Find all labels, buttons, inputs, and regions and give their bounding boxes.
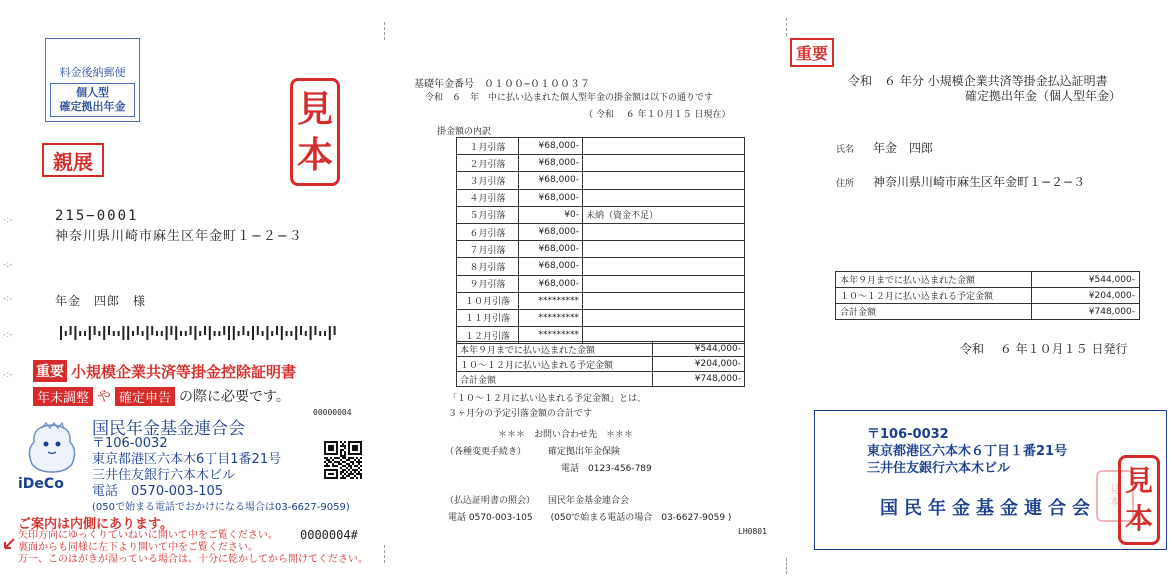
month-note xyxy=(583,138,745,155)
org-address: 東京都港区六本木6丁目1番21号 xyxy=(92,452,282,467)
tracking-code: 0000004# xyxy=(300,528,358,542)
middle-totals-table xyxy=(456,341,745,387)
month-label: ２月引落 xyxy=(457,155,519,172)
recipient-name: 年金 四郎 様 xyxy=(55,294,147,308)
month-amount: ¥0- xyxy=(519,206,583,223)
table-row xyxy=(457,372,745,387)
payment-cert-title: 令和 ６ 年分 小規模企業共済等掛金払込証明書 xyxy=(848,74,1108,88)
table-row xyxy=(457,155,745,172)
small-code: 00000004 xyxy=(313,408,352,417)
month-label: １２月引落 xyxy=(457,327,519,344)
fold-mark: -:- xyxy=(3,330,13,340)
month-amount: ********* xyxy=(519,327,583,344)
total-label: 本年９月までに払い込まれた金額 xyxy=(836,272,1032,288)
sender-address: 東京都港区六本木６丁目１番21号 xyxy=(867,444,1068,459)
total-value: ¥204,000- xyxy=(653,357,745,372)
mascot-icon xyxy=(22,420,82,475)
payment-cert-subtitle: 確定拠出年金（個人型年金） xyxy=(965,89,1122,103)
important-stamp: 重要 xyxy=(790,38,834,67)
month-amount: ********* xyxy=(519,309,583,326)
month-label: １月引落 xyxy=(457,138,519,155)
month-label: ３月引落 xyxy=(457,172,519,189)
inside-notice: ご案内は内側にあります。 xyxy=(18,517,173,532)
pension-number: 基礎年金番号 ０１００−０１００３７ xyxy=(414,79,591,90)
fold-line xyxy=(384,22,385,40)
table-row xyxy=(836,288,1140,304)
month-amount: ¥68,000- xyxy=(519,275,583,292)
month-note xyxy=(583,258,745,275)
fold-mark: -:- xyxy=(3,260,13,270)
total-label: 合計金額 xyxy=(457,372,653,387)
seal-char-1: 見 xyxy=(296,88,333,130)
org-phone: 電話 0570-003-105 xyxy=(92,484,224,499)
org-zip: 〒106-0032 xyxy=(92,436,168,451)
recipient-zip: 215−0001 xyxy=(55,208,139,224)
address-label: 住所 xyxy=(836,179,855,189)
open-arrow-icon xyxy=(2,537,16,551)
recipient-address: 神奈川県川崎市麻生区年金町１−２−３ xyxy=(55,229,303,244)
postal-barcode xyxy=(60,326,340,340)
address-value: 神奈川県川崎市麻生区年金町１−２−３ xyxy=(873,175,1086,189)
org-name: 国民年金基金連合会 xyxy=(92,419,245,439)
total-label: １０〜１２月に払い込まれる予定金額 xyxy=(836,288,1032,304)
intro-line: 令和 ６ 年 中に払い込まれた個人型年金の掛金額は以下の通りです xyxy=(425,93,714,103)
sender-zip: 〒106-0032 xyxy=(867,427,949,442)
table-row xyxy=(457,223,745,240)
table-row xyxy=(836,304,1140,320)
sender-org: 国民年金基金連合会 xyxy=(880,498,1096,519)
total-value: ¥204,000- xyxy=(1032,288,1140,304)
month-note xyxy=(583,241,745,258)
seal-char-2: 本 xyxy=(1124,502,1153,535)
sample-seal-right xyxy=(1118,455,1160,545)
conjunction: や xyxy=(97,389,112,405)
change-label: （各種変更手続き） xyxy=(445,447,527,457)
instruction-1: 矢印方向にゆっくりていねいに開いて中をご覧ください。 xyxy=(18,530,278,541)
fold-mark: -:- xyxy=(3,370,13,380)
month-amount: ¥68,000- xyxy=(519,241,583,258)
qr-code-icon xyxy=(322,439,364,481)
table-row xyxy=(457,275,745,292)
total-label: 合計金額 xyxy=(836,304,1032,320)
as-of-date: （ 令和 ６ 年１０月１５ 日現在） xyxy=(584,110,731,120)
faint-seal-char-1: 見 xyxy=(1109,483,1121,496)
instruction-3: 万一、このはがきが湿っている場合は、十分に乾かしてから開けてください。 xyxy=(18,554,368,565)
tag-year-end: 年末調整 xyxy=(33,387,93,406)
change-phone: 電話 0123-456-789 xyxy=(561,464,652,474)
table-row xyxy=(457,309,745,326)
phone-note: (050で始まる電話でおかけになる場合は03-6627-9059) xyxy=(92,502,350,513)
tag-tax-return: 確定申告 xyxy=(115,387,175,406)
right-totals-table xyxy=(835,271,1140,320)
month-label: １１月引落 xyxy=(457,309,519,326)
monthly-table xyxy=(456,137,745,344)
inquiry-phone: 電話 0570-003-105 (050で始まる電話の場合 03-6627-9059 ) xyxy=(448,513,732,523)
important-tag: 重要 xyxy=(33,360,67,382)
table-row xyxy=(457,241,745,258)
table-row xyxy=(457,292,745,309)
scheduled-note-1: 「１０〜１２月に払い込まれる予定金額」とは、 xyxy=(448,394,647,404)
usage-line xyxy=(33,386,290,406)
month-amount: ¥68,000- xyxy=(519,189,583,206)
month-amount: ¥68,000- xyxy=(519,258,583,275)
table-row xyxy=(457,357,745,372)
certificate-title xyxy=(33,360,296,382)
issue-date: 令和 ６ 年１０月１５ 日発行 xyxy=(960,342,1128,356)
form-code: LH0801 xyxy=(738,527,767,536)
month-amount: ¥68,000- xyxy=(519,138,583,155)
month-note xyxy=(583,275,745,292)
instruction-2: 裏面からも同様に左下より開いて中をご覧ください。 xyxy=(18,542,258,553)
total-value: ¥544,000- xyxy=(653,342,745,357)
fold-line xyxy=(786,18,787,36)
org-building: 三井住友銀行六本木ビル xyxy=(92,468,236,483)
scheduled-note-2: ３ヶ月分の予定引落金額の合計です xyxy=(448,409,593,419)
org-address-block xyxy=(92,436,281,500)
month-label: １０月引落 xyxy=(457,292,519,309)
faint-seal-char-2: 本 xyxy=(1109,495,1121,508)
month-note xyxy=(583,172,745,189)
month-label: ６月引落 xyxy=(457,223,519,240)
fold-mark: -:- xyxy=(3,294,13,304)
month-label: ８月引落 xyxy=(457,258,519,275)
inquiry-org: 国民年金基金連合会 xyxy=(548,496,630,506)
table-row xyxy=(457,189,745,206)
table-row xyxy=(836,272,1140,288)
certificate-title-text: 小規模企業共済等掛金控除証明書 xyxy=(71,362,297,381)
month-note xyxy=(583,223,745,240)
total-value: ¥748,000- xyxy=(653,372,745,387)
postage-type xyxy=(50,83,135,117)
total-value: ¥544,000- xyxy=(1032,272,1140,288)
name-value: 年金 四郎 xyxy=(873,141,934,155)
table-row xyxy=(457,138,745,155)
sender-building: 三井住友銀行六本木ビル xyxy=(867,461,1011,476)
seal-char-1: 見 xyxy=(1124,464,1153,497)
table-row xyxy=(457,258,745,275)
inquiry-label: （払込証明書の照会） xyxy=(445,496,536,506)
month-note xyxy=(583,155,745,172)
usage-text: の際に必要です。 xyxy=(179,389,290,405)
month-label: ９月引落 xyxy=(457,275,519,292)
confidential-stamp: 親展 xyxy=(42,143,104,177)
total-label: １０〜１２月に払い込まれる予定金額 xyxy=(457,357,653,372)
table-row xyxy=(457,206,745,223)
month-amount: ¥68,000- xyxy=(519,172,583,189)
ideco-logo: iDeCo xyxy=(18,476,64,492)
fold-line xyxy=(384,545,385,563)
month-note xyxy=(583,189,745,206)
fold-mark: -:- xyxy=(3,215,13,225)
seal-char-2: 本 xyxy=(296,134,333,176)
postage-mark xyxy=(45,38,140,122)
month-note xyxy=(583,292,745,309)
total-value: ¥748,000- xyxy=(1032,304,1140,320)
month-amount: ¥68,000- xyxy=(519,223,583,240)
month-label: ７月引落 xyxy=(457,241,519,258)
month-amount: ¥68,000- xyxy=(519,155,583,172)
total-label: 本年９月までに払い込まれた金額 xyxy=(457,342,653,357)
table-row xyxy=(457,172,745,189)
month-note: 未納（資金不足） xyxy=(583,206,745,223)
month-amount: ********* xyxy=(519,292,583,309)
postage-line1: 個人型 xyxy=(76,86,109,99)
name-label: 氏名 xyxy=(836,145,855,155)
contact-heading: ＊＊＊ お問い合わせ先 ＊＊＊ xyxy=(498,430,634,440)
month-label: ５月引落 xyxy=(457,206,519,223)
postage-text: 料金後納郵便 xyxy=(59,66,126,79)
month-note xyxy=(583,309,745,326)
table-row xyxy=(457,342,745,357)
month-label: ４月引落 xyxy=(457,189,519,206)
breakdown-heading: 掛金額の内訳 xyxy=(437,127,492,137)
sample-seal xyxy=(290,78,340,186)
postage-line2: 確定拠出年金 xyxy=(59,100,126,113)
fold-line xyxy=(786,558,787,574)
change-provider: 確定拠出年金保険 xyxy=(548,447,621,457)
